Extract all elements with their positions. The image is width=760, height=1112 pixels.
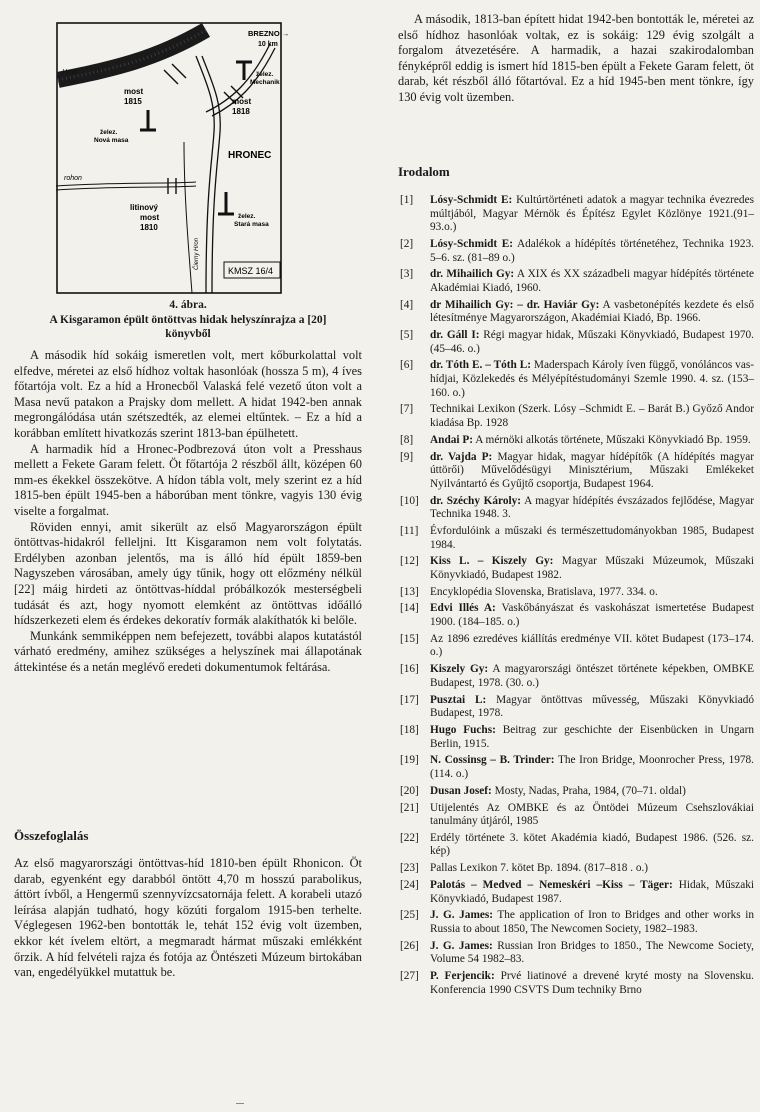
reference-author: J. G. James:	[430, 909, 494, 922]
reference-item	[398, 194, 754, 235]
cierny-hron-label: Čierny Hron	[194, 237, 200, 270]
reference-author: dr. Széchy Károly:	[430, 494, 522, 507]
reference-author: dr. Tóth E. – Tóth L:	[430, 359, 532, 372]
reference-number: [14]	[400, 602, 419, 615]
reference-text: A magyar hídépítés évszázados fejlődése, Magyar Technika 1948. 3.	[430, 494, 754, 521]
reference-text: Erdély története 3. kötet Akadémia kiadó, Budapest 1986. (526. sz. kép)	[430, 831, 754, 858]
reference-text: Hidak, Műszaki Könyvkiadó, Budapest 1987.	[430, 879, 754, 905]
reference-item	[398, 434, 754, 448]
reference-text: A mérnöki alkotás története, Műszaki Könyvkiadó Bp. 1959.	[473, 433, 751, 446]
reference-author: Hugo Fuchs:	[430, 723, 496, 736]
figure-caption	[14, 298, 362, 342]
cierny-hron-stream	[184, 142, 192, 293]
reference-number: [24]	[400, 879, 419, 892]
reference-number: [8]	[400, 433, 414, 446]
hron-river	[58, 30, 206, 80]
left-column	[14, 348, 362, 675]
reference-text: Régi magyar hidak, Műszaki Könyvkiadó, Budapest 1970. (45–46. o.)	[430, 329, 754, 355]
reference-text: Évfordulóink a műszaki és természettudományokban 1985, Budapest 1984.	[430, 524, 754, 551]
reference-author: dr Mihailich Gy: – dr. Haviár Gy:	[430, 298, 600, 311]
reference-item	[398, 663, 754, 690]
reference-number: [13]	[400, 585, 419, 598]
reference-number: [17]	[400, 693, 419, 706]
reference-text: Prvé liatinové a drevené kryté mosty na Slovensku. Konferencia 1990 CSVTS Dum techniky Brno	[430, 970, 754, 996]
reference-author: P. Ferjencik:	[430, 970, 495, 983]
reference-number: [19]	[400, 754, 419, 767]
reference-number: [7]	[400, 403, 414, 416]
reference-number: [27]	[400, 970, 419, 983]
reference-text: Utijelentés Az OMBKE és az Öntödei Múzeum Csehszlovákiai tanulmány útjáról, 1985	[430, 801, 754, 828]
litinovy-label-b: most	[140, 213, 160, 222]
reference-item	[398, 909, 754, 936]
brezno-label: BREZNO →	[248, 29, 290, 38]
mechanik-label-a: želez.	[256, 71, 274, 78]
reference-item	[398, 724, 754, 751]
reference-number: [11]	[400, 524, 419, 537]
caption-number: 4. ábra.	[169, 299, 207, 311]
reference-text: A magyarországi öntészet története képekben, OMBKE Budapest, 1978. (30. o.)	[430, 663, 754, 689]
summary-section	[14, 828, 362, 981]
stara-masa-label-a: želez.	[238, 213, 256, 220]
reference-item	[398, 802, 754, 829]
reference-item	[398, 633, 754, 660]
paragraph: A második, 1813-ban épített hidat 1942-ben bontották le, méretei az első hídhoz hasonlóak voltak, ez is sokáig: 129 évig szolgált a forgalom átvezetésére. A harmadik, a hazai szakirodalomban fényképről eddig is ismert híd 1815-ben épült a Fekete Garam felett, öt darab, két részből álló főtartóval. Ez a híd 1945-ben ment tönkre, így 130 évig volt üzemben.	[398, 12, 754, 104]
references-section	[398, 164, 754, 1001]
reference-number: [12]	[400, 555, 419, 568]
summary-text: Az első magyarországi öntöttvas-híd 1810-ben épült Rhonicon. Öt darab, egyenként egy darabból öntött 4,70 m hosszú parabolikus, áttört ívből, a Hengermű szennyvízcsatornája felett. A korabeli utazó leírása alapján tudható, hogy közúti forgalom 1915-ben terhelte. Véglegesen 1962-ben bontották le, tehát 152 évig volt üzemben, ekkor két ívelem eltört, a megmaradt hármat műszaki emlékként őrzik. A híd felvételi rajza és fotója az Öntészeti Múzeum birtokában van, engedélyükkel mutattuk be.	[14, 856, 362, 980]
reference-author: Lósy-Schmidt E:	[430, 237, 514, 250]
reference-item	[398, 359, 754, 400]
reference-author: J. G. James:	[430, 939, 493, 952]
reference-item	[398, 555, 754, 582]
reference-text: Beitrag zur geschichte der Eisenbücken in Ungarn Berlin, 1915.	[430, 723, 754, 750]
caption-title: A Kisgaramon épült öntöttvas hidak helyszínrajza a [20]	[49, 313, 327, 326]
reference-text: Magyar hidak, magyar hídépítők (A hídépítés magyar úttörői) Művelődésügyi Minisztérium, Műszaki Emlékeket Nyilvántartó és Gyűjtő csoportja, Budapest 1964.	[430, 450, 755, 490]
nova-masa-label-a: želez.	[100, 129, 118, 136]
caption-title-cont: könyvből	[165, 328, 211, 340]
reference-item	[398, 879, 754, 906]
summary-heading: Összefoglalás	[14, 828, 89, 843]
reference-item	[398, 832, 754, 859]
footer-rule	[236, 1103, 244, 1104]
stara-masa-label-b: Stará masa	[234, 221, 269, 228]
reference-item	[398, 329, 754, 356]
bridge-1810-symbol	[168, 178, 176, 194]
reference-author: Kiszely Gy:	[430, 663, 489, 676]
reference-author: Andai P:	[430, 433, 473, 446]
reference-number: [1]	[400, 194, 414, 206]
reference-author: dr. Vajda P:	[430, 450, 493, 463]
reference-author: Dusan Josef:	[430, 784, 492, 797]
reference-text: Magyar Műszaki Múzeumok, Műszaki Könyvkiadó, Budapest 1982.	[430, 555, 754, 581]
reference-text: Vaskőbányászat és vaskohászat ismertetése Budapest 1900. (184–185. o.)	[430, 602, 754, 629]
reference-number: [16]	[400, 663, 419, 676]
reference-item	[398, 862, 754, 876]
brezno-km-label: 10 km	[258, 41, 278, 48]
reference-author: Palotás – Medved – Nemeskéri –Kiss – Täger:	[430, 879, 673, 892]
site-map-figure	[56, 22, 290, 294]
paragraph: A harmadik híd a Hronec-Podbrezová úton volt a Presshaus mellett a Fekete Garam felett. Öt főtartója 2 részből állt, középen 60 mm-es ékekkel összekötve. A hídon tábla volt, mely szerint ez a híd 1815-ben épült 1945-ben a háborúban ment tönkre, vagyis 130 évig viselte a forgalmat.	[14, 441, 362, 518]
litinovy-label-c: 1810	[140, 223, 158, 232]
rohon-label: rohon	[64, 175, 82, 182]
reference-item	[398, 970, 754, 997]
reference-item	[398, 238, 754, 265]
reference-author: Lósy-Schmidt E:	[430, 194, 513, 206]
reference-number: [5]	[400, 329, 414, 342]
reference-text: A XIX és XX századbeli magyar hídépítés története Akadémiai Kiadó, 1960.	[430, 268, 755, 294]
most-1815-label-a: most	[124, 87, 144, 96]
mechanik-label-b: Mechanik	[250, 79, 280, 86]
reference-item	[398, 525, 754, 552]
reference-text: Russian Iron Bridges to 1850., The Newcome Society, Volume 54 1982–83.	[430, 939, 754, 966]
hron-label: Hron	[62, 69, 78, 76]
most-1818-label-a: most	[232, 97, 252, 106]
road-main-edge	[202, 56, 220, 293]
reference-number: [2]	[400, 237, 414, 250]
nova-masa-symbol	[140, 110, 156, 130]
reference-number: [9]	[400, 450, 414, 463]
reference-author: dr. Gáll I:	[430, 329, 480, 342]
paragraph: Röviden ennyi, amit sikerült az első Magyarországon épült öntöttvas-hidakról felleljni. Itt Kisgaramon nem volt folytatás. Erdélyben azonban jelentős, ma is álló híd épült 1859-ben Nagyszeben városában, amely úgy tűnik, hogy ott előzmény nélkül [22] máig hirdeti az öntöttvas-híddal próbálkozók mesterségbeli tudását és azt, hogy nyomott elemként az öntöttvas időálló hídszerkezeti elem és érdekes dekoratív formák alakíthatók ki belőle.	[14, 519, 362, 628]
reference-text: Encyklopédia Slovenska, Bratislava, 1977. 334. o.	[430, 585, 658, 598]
reference-item	[398, 940, 754, 967]
reference-text: Maderspach Károly íven függő, vonóláncos vas-hídjai, Közlekedés és Mélyépítéstudományi Szemle 1990. 4. sz. (153–160. o.)	[430, 359, 754, 399]
most-1818-label-b: 1818	[232, 107, 250, 116]
paragraph: A második híd sokáig ismeretlen volt, mert kőburkolattal volt elfedve, méretei az első hídhoz voltak hasonlóak (hossza 5 m), 4 íves főtartója volt. Ez a híd a Hronecből Valaská felé vezető úton volt a Masa nevű patakon a Prajsky dom mellett. A hidat 1942-ben annak megrongálódása után szétszedték, az elemei eltűntek. – Ez a híd a korábban említett hivatkozás szerint 1813-ban épülhetett.	[14, 348, 362, 440]
reference-text: Adalékok a hídépítés történetéhez, Technika 1923. 5–6. sz. (81–89 o.)	[430, 237, 754, 264]
reference-text: The Iron Bridge, Moonrocher Press, 1978. (114. o.)	[430, 754, 754, 780]
reference-item	[398, 495, 754, 522]
reference-text: Az 1896 ezredéves kiállítás eredménye VII. kötet Budapest (173–174. o.)	[430, 632, 754, 659]
reference-item	[398, 299, 754, 326]
reference-item	[398, 694, 754, 721]
reference-author: dr. Mihailich Gy:	[430, 268, 515, 281]
reference-item	[398, 403, 754, 430]
reference-number: [15]	[400, 632, 419, 645]
reference-number: [21]	[400, 801, 419, 814]
litinovy-label-a: litinový	[130, 203, 159, 212]
right-column	[398, 12, 754, 106]
reference-number: [22]	[400, 831, 419, 844]
references-list	[398, 194, 754, 997]
reference-number: [6]	[400, 359, 414, 372]
stamp-label: KMSZ 16/4	[228, 266, 274, 276]
reference-item	[398, 451, 754, 492]
reference-number: [25]	[400, 909, 419, 922]
reference-text: Pallas Lexikon 7. kötet Bp. 1894. (817–818 . o.)	[430, 862, 649, 875]
stara-masa-symbol	[218, 192, 234, 214]
reference-text: Technikai Lexikon (Szerk. Lósy –Schmidt E. – Barát B.) Győző Andor kiadása Bp. 1928	[430, 403, 754, 430]
reference-author: Edvi Illés A:	[430, 602, 496, 615]
reference-text: Magyar öntöttvas művesség, Műszaki Könyvkiadó Budapest, 1978.	[430, 693, 755, 720]
paragraph: Munkánk semmiképpen nem befejezett, további alapos kutatástól várható eredmény, amihez szükséges a helyszínek mai állapotának áttekintése és a netán meglévő eredeti dokumentumok feltárása.	[14, 628, 362, 674]
reference-text: A vasbetonépítés kezdete és első létesítménye Magyarországon, Akadémiai Kiadó, Bp. 1966.	[430, 298, 754, 325]
reference-number: [4]	[400, 298, 414, 311]
reference-number: [20]	[400, 784, 419, 797]
reference-text: Kultúrtörténeti adatok a magyar technika évezredes múltjából, Magyar Mérnök és Építész Egylet Közlönye 1921.(91–93.o.)	[430, 194, 754, 234]
reference-item	[398, 586, 754, 600]
reference-number: [18]	[400, 723, 419, 736]
reference-item	[398, 785, 754, 799]
reference-text: The application of Iron to Bridges and other works in Russia to about 1850, The Newcomen Society, 1982–1983.	[430, 909, 754, 935]
reference-text: Mosty, Nadas, Praha, 1984, (70–71. oldal)	[491, 784, 686, 797]
rohon-stream	[56, 182, 196, 186]
reference-number: [3]	[400, 268, 414, 281]
bridge-1815-symbol	[164, 64, 186, 84]
reference-author: Kiss L. – Kiszely Gy:	[430, 555, 554, 568]
rohon-stream-edge	[56, 186, 196, 190]
references-heading: Irodalom	[398, 164, 450, 179]
reference-number: [26]	[400, 939, 419, 952]
reference-item	[398, 268, 754, 295]
reference-item	[398, 602, 754, 629]
reference-number: [10]	[400, 494, 419, 507]
nova-masa-label-b: Nová masa	[94, 137, 129, 144]
hronec-label: HRONEC	[228, 150, 272, 161]
reference-author: N. Cossinsg – B. Trinder:	[430, 754, 555, 767]
reference-author: Pusztai L:	[430, 693, 487, 706]
most-1815-label-b: 1815	[124, 97, 142, 106]
reference-number: [23]	[400, 862, 419, 875]
reference-item	[398, 754, 754, 781]
